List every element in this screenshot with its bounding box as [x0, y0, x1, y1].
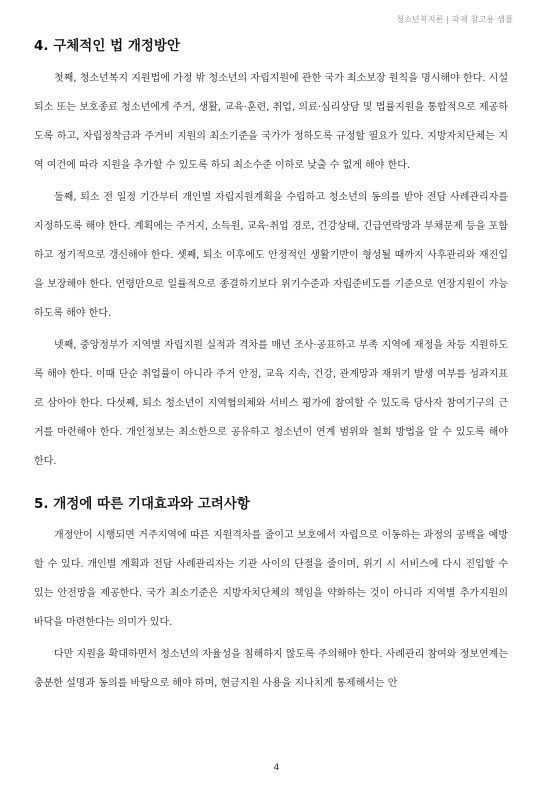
section-4-paragraph-2: 둘째, 퇴소 전 일정 기간부터 개인별 자립지원계획을 수립하고 청소년의 동의를 받아 전담 사례관리자를 지정하도록 해야 한다. 계획에는 주거지, 소득원, 교육·취업 경로, 건강상태, 긴급연락망과 부채문제 등을 포함하고 정기적으로 갱신해야 한다. 셋째, 퇴소 이후에도 안정적인 생활기반이 형성될 때까지 사후관리와 재진입을 보장해야 한다. 연령만으로 일률적으로 종결하기보다 위기수준과 자립준비도를 기준으로 연장지원이 가능하도록 해야 한다.	[34, 192, 508, 319]
page-number: 4	[273, 763, 280, 773]
section-4-body	[34, 64, 508, 476]
section-4-heading: 4. 구체적인 법 개정방안	[34, 38, 180, 54]
running-header: 청소년복지론 | 과제 참고용 샘플	[396, 15, 513, 24]
page-content	[34, 36, 508, 698]
section-5-paragraph-1: 개정안이 시행되면 거주지역에 따른 지원격차를 줄이고 보호에서 자립으로 이동하는 과정의 공백을 예방할 수 있다. 개인별 계획과 전담 사례관리자는 기관 사이의 단절을 줄이며, 위기 시 서비스에 다시 진입할 수 있는 안전망을 제공한다. 국가 최소기준은 지방자치단체의 책임을 약화하는 것이 아니라 지역별 추가지원의 바닥을 마련한다는 의미가 있다.	[34, 530, 508, 628]
section-4-paragraph-3: 넷째, 중앙정부가 지역별 자립지원 실적과 격차를 매년 조사·공표하고 부족 지역에 재정을 차등 지원하도록 해야 한다. 이때 단순 취업률이 아니라 주거 안정, 교육 지속, 건강, 관계망과 재위기 발생 여부를 성과지표로 삼아야 한다. 다섯째, 퇴소 청소년이 지역협의체와 서비스 평가에 참여할 수 있도록 당사자 참여기구의 근거를 마련해야 한다. 개인정보는 최소한으로 공유하고 청소년이 연계 범위와 철회 방법을 알 수 있도록 해야 한다.	[34, 340, 508, 467]
section-4-paragraph-1: 첫째, 청소년복지 지원법에 가정 밖 청소년의 자립지원에 관한 국가 최소보장 원칙을 명시해야 한다. 시설 퇴소 또는 보호종료 청소년에게 주거, 생활, 교육·훈련, 취업, 의료·심리상담 및 법률지원을 통합적으로 제공하도록 하고, 자립정착금과 주거비 지원의 최소기준을 국가가 정하도록 규정할 필요가 있다. 지방자치단체는 지역 여건에 따라 지원을 추가할 수 있도록 하되 최소수준 이하로 낮출 수 없게 해야 한다.	[34, 73, 508, 171]
section-5-paragraph-2: 다만 지원을 확대하면서 청소년의 자율성을 침해하지 않도록 주의해야 한다. 사례관리 참여와 정보연계는 충분한 설명과 동의를 바탕으로 해야 하며, 현금지원 사용을 지나치게 통제해서는 안	[34, 649, 508, 689]
section-5-heading: 5. 개정에 따른 기대효과와 고려사항	[34, 496, 250, 512]
section-5-body	[34, 521, 508, 698]
